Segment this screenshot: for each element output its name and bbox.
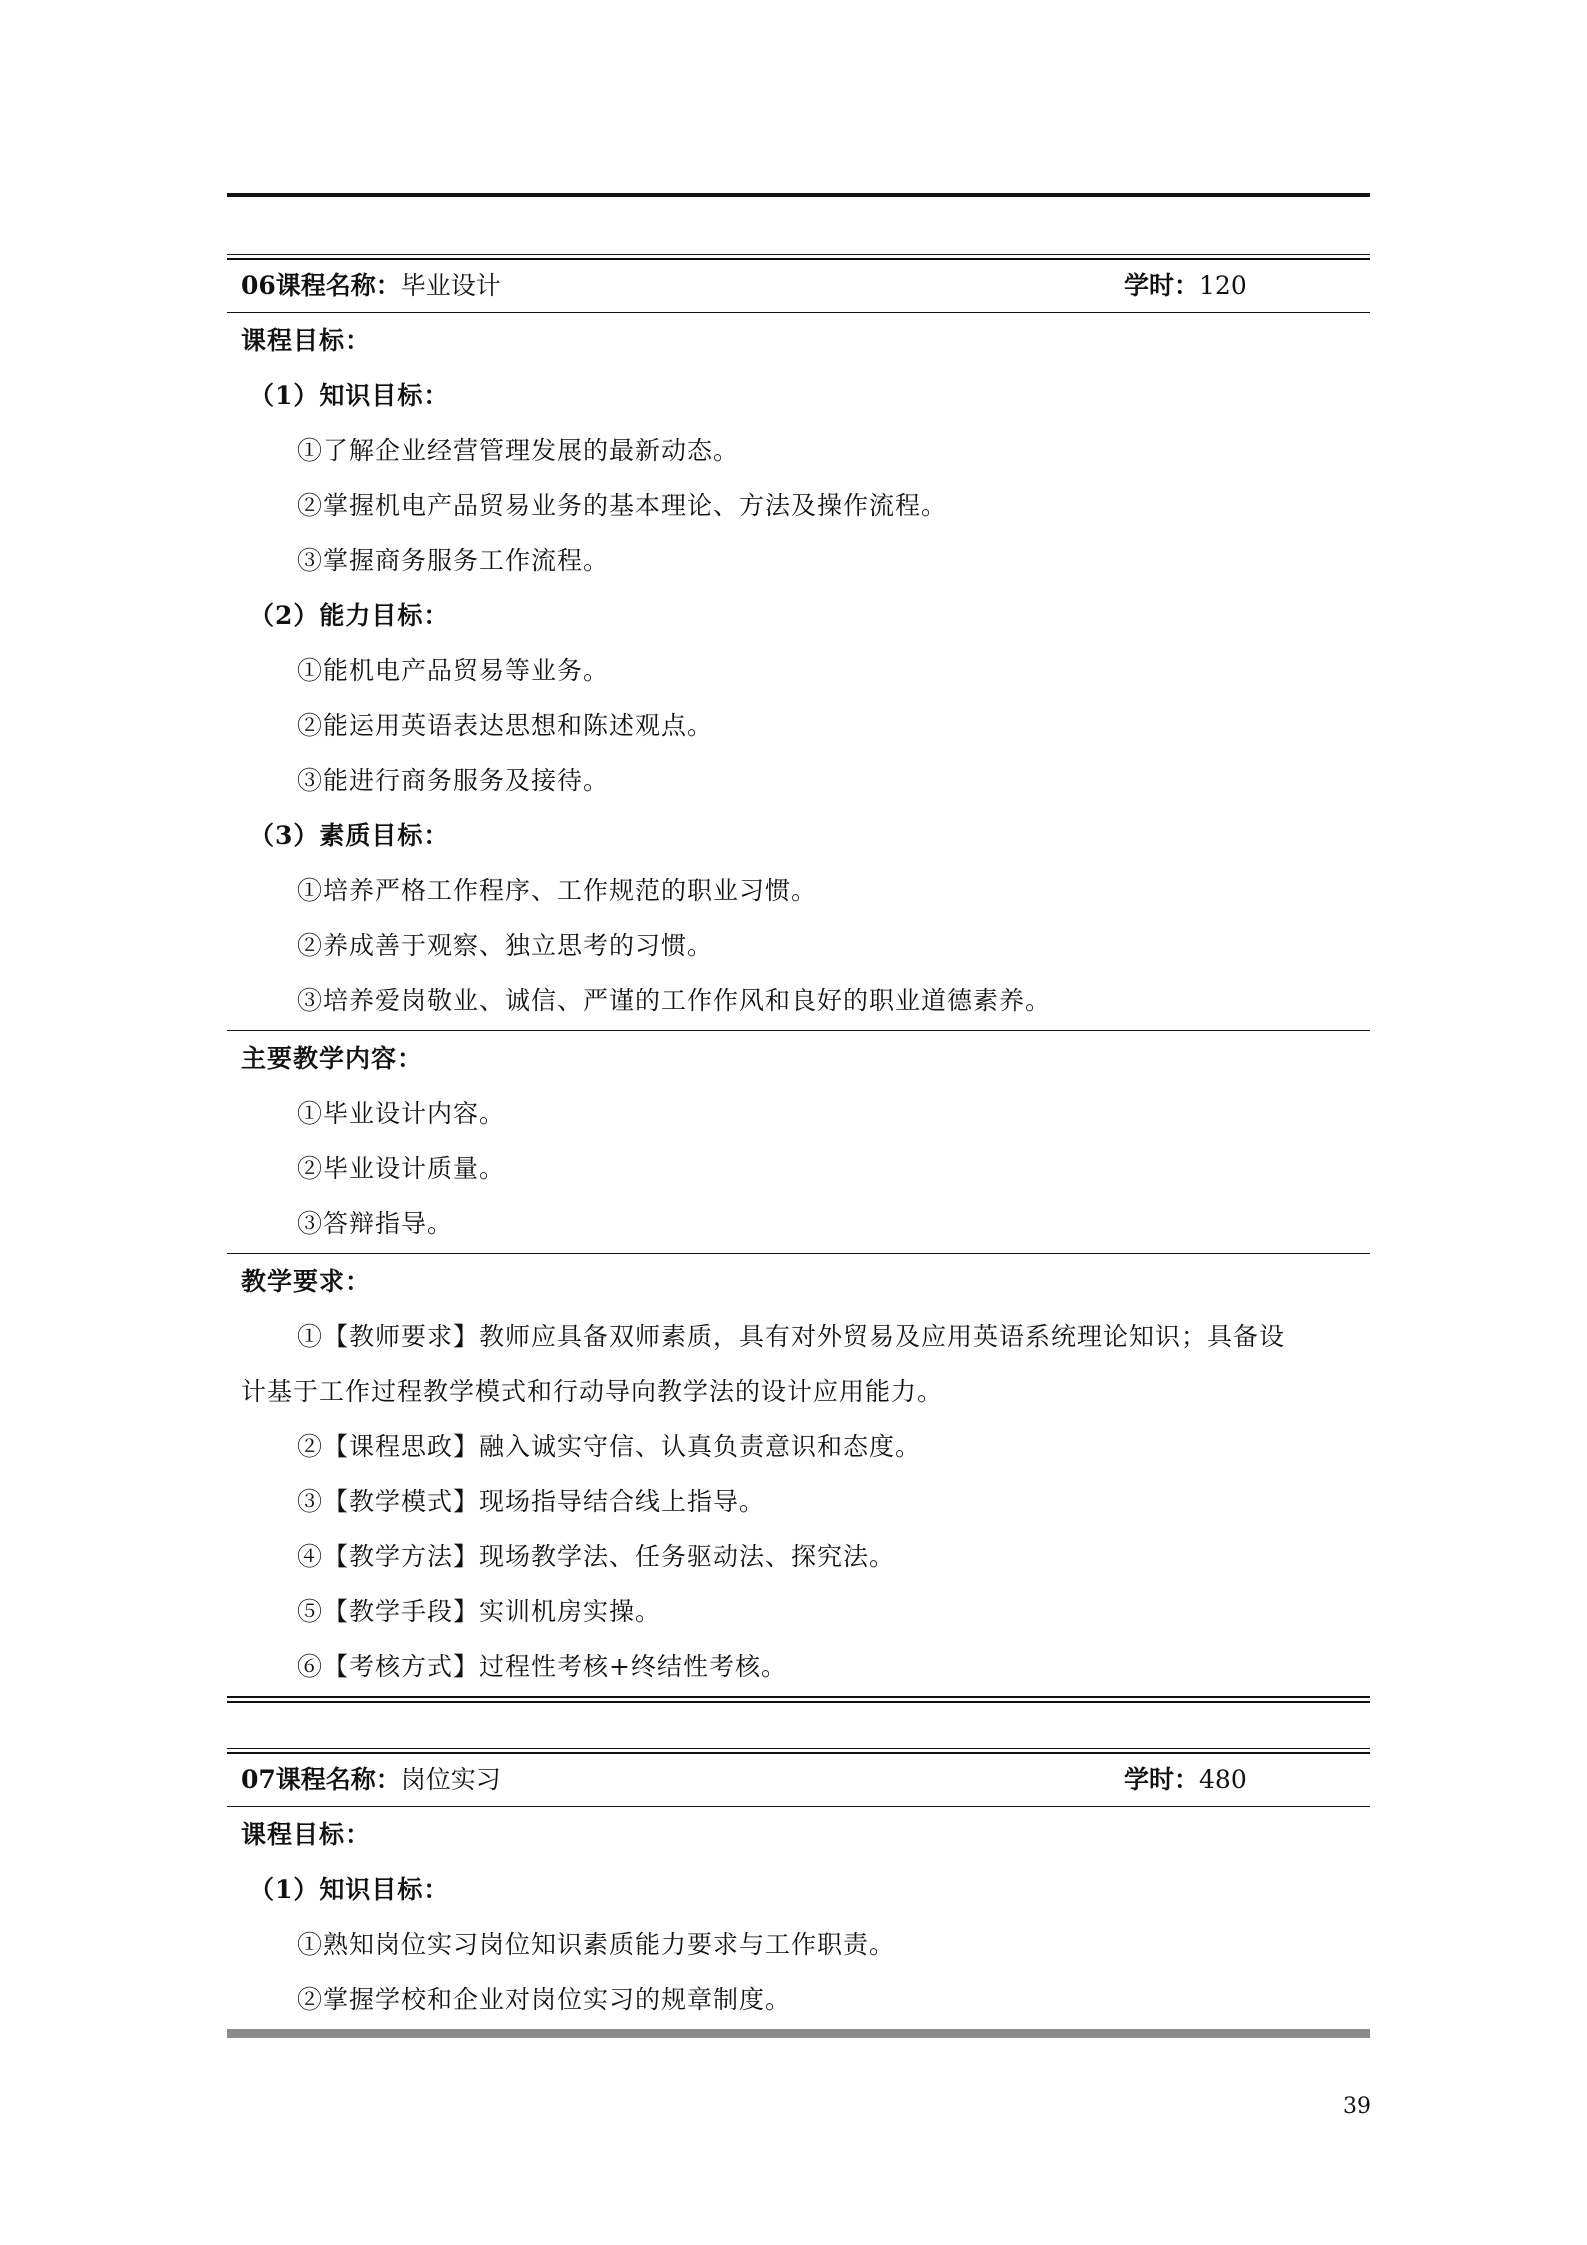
objective-subtitle-knowledge: （1）知识目标：: [249, 1875, 450, 1904]
course-header-row: [227, 260, 1370, 313]
table-top-border: [227, 254, 1370, 255]
course-hours-label: 学时：: [1124, 271, 1200, 300]
list-item: ②毕业设计质量。: [297, 1154, 506, 1183]
section-course-objectives: [227, 313, 1370, 1031]
section-course-objectives: [227, 1807, 1370, 2029]
table-continuation-border: [227, 2029, 1370, 2038]
list-item: ③掌握商务服务工作流程。: [297, 546, 610, 575]
section-title: 课程目标：: [241, 326, 372, 355]
list-item: ⑤【教学手段】实训机房实操。: [297, 1597, 662, 1626]
course-hours-label: 学时：: [1124, 1765, 1200, 1794]
list-item-continuation: 计基于工作过程教学模式和行动导向教学法的设计应用能力。: [241, 1377, 944, 1406]
list-item: ③能进行商务服务及接待。: [297, 766, 610, 795]
list-item: ①熟知岗位实习岗位知识素质能力要求与工作职责。: [297, 1930, 896, 1959]
course-name-cell: [241, 1754, 501, 1806]
list-item: ②养成善于观察、独立思考的习惯。: [297, 931, 714, 960]
course-header-row: [227, 1754, 1370, 1807]
table-bottom-border: [227, 1701, 1370, 1703]
course-hours-value: 480: [1199, 1765, 1247, 1794]
course-table-06: [227, 254, 1370, 1703]
course-hours-cell: [1124, 1754, 1247, 1806]
list-item: ②掌握机电产品贸易业务的基本理论、方法及操作流程。: [297, 491, 948, 520]
list-item: ⑥【考核方式】过程性考核+终结性考核。: [297, 1652, 787, 1681]
objective-subtitle-knowledge: （1）知识目标：: [249, 381, 450, 410]
course-table-07: [227, 1748, 1370, 2038]
course-name-label: 06课程名称：: [241, 271, 401, 300]
objective-subtitle-quality: （3）素质目标：: [249, 821, 450, 850]
list-item: ②【课程思政】融入诚实守信、认真负责意识和态度。: [297, 1432, 922, 1461]
section-title: 教学要求：: [241, 1267, 372, 1296]
section-teaching-requirements: [227, 1254, 1370, 1696]
list-item: ②掌握学校和企业对岗位实习的规章制度。: [297, 1985, 792, 2014]
course-name: 毕业设计: [400, 271, 501, 300]
section-title: 课程目标：: [241, 1820, 372, 1849]
list-item: ①了解企业经营管理发展的最新动态。: [297, 436, 740, 465]
section-title: 主要教学内容：: [241, 1044, 424, 1073]
list-item: ①能机电产品贸易等业务。: [297, 656, 610, 685]
course-hours-cell: [1124, 260, 1247, 312]
list-item: ①【教师要求】教师应具备双师素质，具有对外贸易及应用英语系统理论知识；具备设: [297, 1322, 1286, 1351]
course-name-cell: [241, 260, 501, 312]
course-name: 岗位实习: [400, 1765, 501, 1794]
page-header-rule: [227, 193, 1370, 197]
table-top-border: [227, 1748, 1370, 1749]
course-hours-value: 120: [1199, 271, 1247, 300]
list-item: ③【教学模式】现场指导结合线上指导。: [297, 1487, 766, 1516]
objective-subtitle-ability: （2）能力目标：: [249, 601, 450, 630]
list-item: ②能运用英语表达思想和陈述观点。: [297, 711, 714, 740]
page-number: 39: [1343, 2094, 1371, 2119]
list-item: ①毕业设计内容。: [297, 1099, 506, 1128]
list-item: ①培养严格工作程序、工作规范的职业习惯。: [297, 876, 818, 905]
course-name-label: 07课程名称：: [241, 1765, 401, 1794]
section-main-content: [227, 1031, 1370, 1254]
list-item: ④【教学方法】现场教学法、任务驱动法、探究法。: [297, 1542, 896, 1571]
list-item: ③培养爱岗敬业、诚信、严谨的工作作风和良好的职业道德素养。: [297, 986, 1052, 1015]
list-item: ③答辩指导。: [297, 1209, 454, 1238]
